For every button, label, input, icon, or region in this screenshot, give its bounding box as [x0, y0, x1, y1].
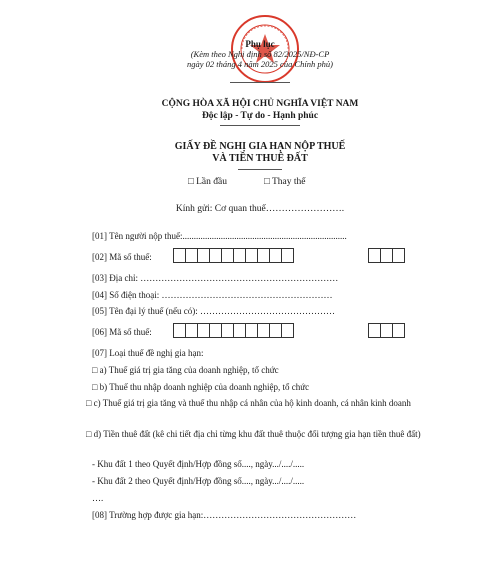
tax-code-boxes-suffix[interactable]	[368, 248, 404, 263]
land-plot-ellipsis: ….	[92, 493, 104, 503]
field-address: [03] Địa chỉ: …………………………………………………………	[92, 273, 339, 283]
form-title-line-2: VÀ TIỀN THUÊ ĐẤT	[212, 153, 308, 164]
field-agent-tax-code-label: [06] Mã số thuế:	[92, 327, 152, 337]
field-phone: [04] Số điện thoại: …………………………………………………	[92, 290, 333, 300]
tax-code-boxes-main[interactable]	[173, 248, 293, 263]
option-vat-enterprise[interactable]: □ a) Thuế giá trị gia tăng của doanh nghiệp, tổ chức	[92, 365, 279, 375]
field-tax-code-label: [02] Mã số thuế:	[92, 252, 152, 262]
option-land-rent[interactable]: □ d) Tiền thuê đất (kê chi tiết địa chỉ từng khu đất thuê thuộc đối tượng gia hạn tiền thuê đất)	[86, 429, 421, 439]
appendix-caption	[80, 39, 440, 69]
land-plot-2: - Khu đất 2 theo Quyết định/Hợp đồng số...., ngày.../..../.....	[92, 476, 305, 486]
appendix-title: Phụ lục	[245, 39, 275, 49]
appendix-divider	[230, 82, 290, 83]
republic-name: CỘNG HÒA XÃ HỘI CHỦ NGHĨA VIỆT NAM	[161, 99, 359, 109]
checkbox-replacement[interactable]: □ Thay thế	[264, 177, 306, 187]
agent-tax-code-boxes-suffix[interactable]	[368, 323, 404, 338]
land-plot-1: - Khu đất 1 theo Quyết định/Hợp đồng số...., ngày.../..../.....	[92, 459, 305, 469]
agent-tax-code-boxes-main[interactable]	[173, 323, 293, 338]
appendix-line-2: ngày 02 tháng 4 năm 2025 của Chính phủ)	[187, 59, 333, 69]
field-extension-case: [08] Trường hợp được gia hạn:……………………………………………	[92, 510, 357, 520]
form-title-line-1: GIẤY ĐỀ NGHỊ GIA HẠN NỘP THUẾ	[174, 141, 346, 152]
document-page	[80, 6, 440, 561]
form-title	[80, 141, 440, 165]
field-taxpayer-name: [01] Tên người nộp thuế:.........................................................................	[92, 231, 347, 241]
option-cit-enterprise[interactable]: □ b) Thuế thu nhập doanh nghiệp của doanh nghiệp, tổ chức	[92, 382, 310, 392]
option-household-tax[interactable]: □ c) Thuế giá trị gia tăng và thuế thu nhập cá nhân của hộ kinh doanh, cá nhân kinh doanh	[86, 398, 411, 408]
motto-divider	[220, 125, 300, 126]
republic-motto: Độc lập - Tự do - Hạnh phúc	[201, 111, 319, 121]
appendix-line-1: (Kèm theo Nghị định số 82/2025/NĐ-CP	[190, 49, 330, 59]
national-header	[80, 98, 440, 122]
title-divider	[238, 169, 282, 170]
field-tax-agent: [05] Tên đại lý thuế (nếu có): ………………………………………	[92, 306, 336, 316]
addressee-line: Kính gửi: Cơ quan thuế…………………….	[175, 204, 345, 214]
checkbox-first-time[interactable]: □ Lần đầu	[188, 177, 227, 187]
field-tax-type: [07] Loại thuế đề nghị gia hạn:	[92, 348, 204, 358]
